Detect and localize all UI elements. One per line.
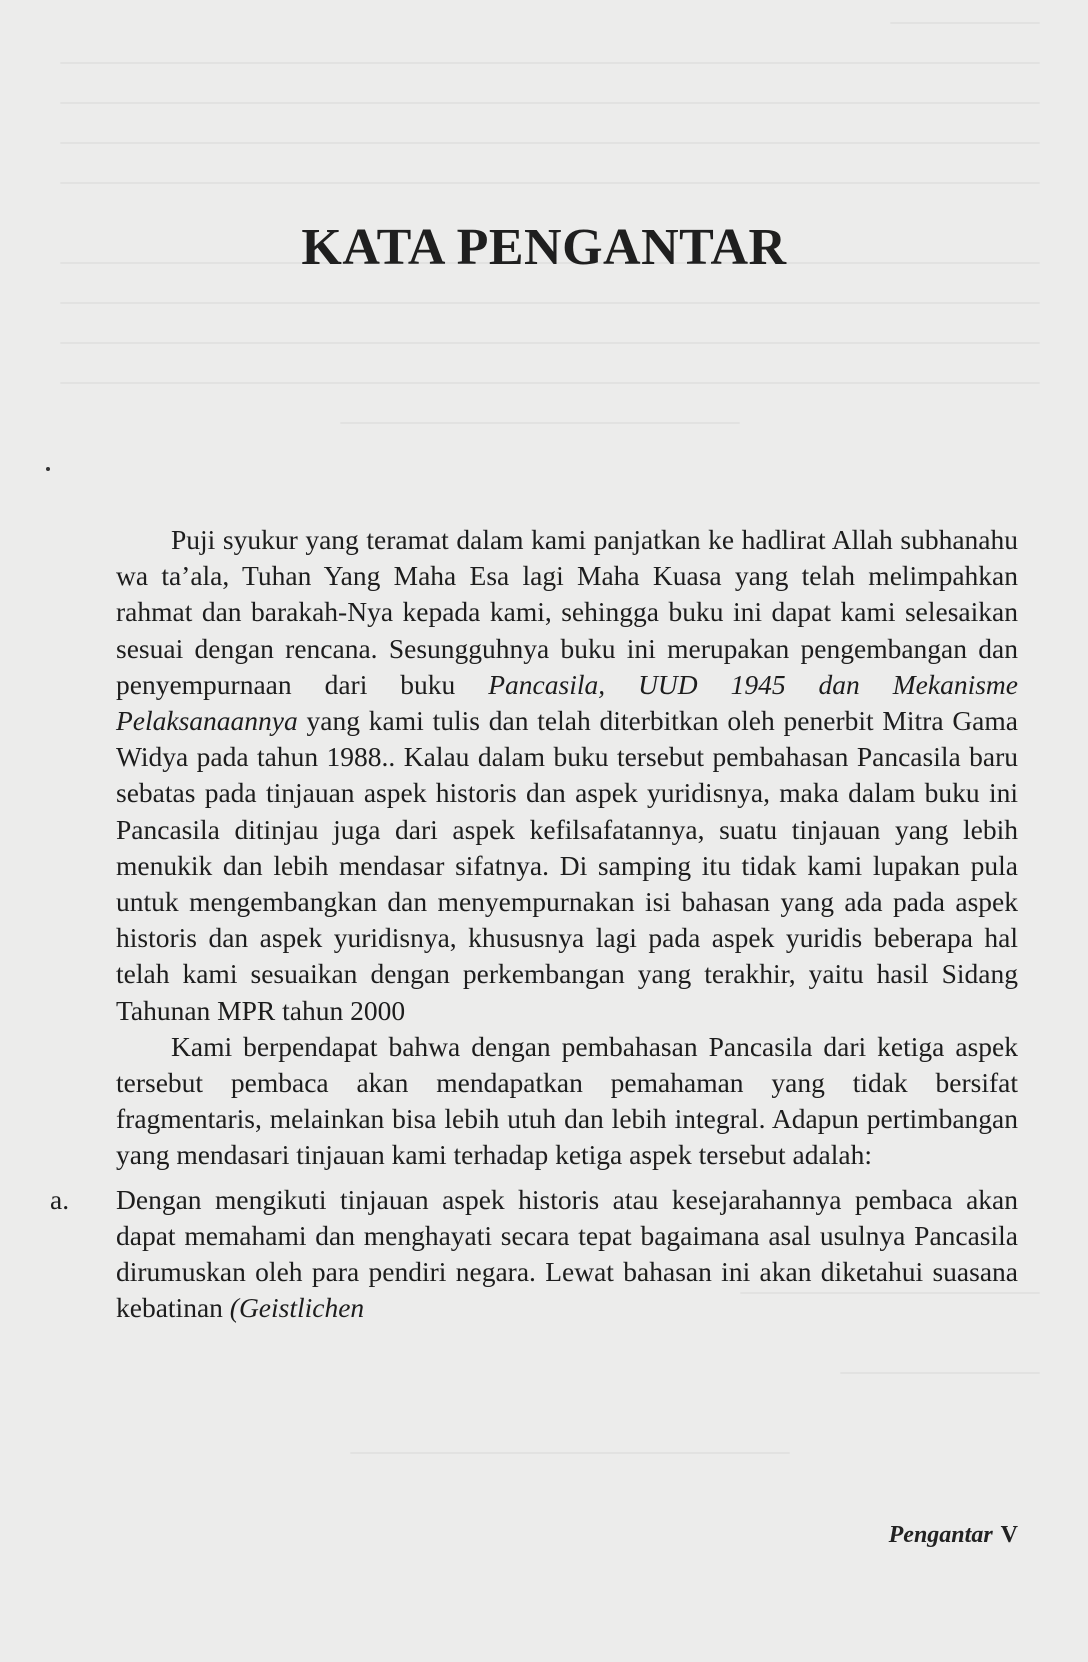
paragraph-2: Kami berpendapat bahwa dengan pembahasan Pancasila dari ketiga aspek tersebut pembaca akan mendapatkan pemahaman yang tidak bersifat fragmentaris, melainkan bisa lebih utuh dan lebih integral. Adapun pertimbangan yang mendasari tinjauan kami terhadap ketiga aspek tersebut adalah: <box>116 1030 1018 1171</box>
page-footer <box>889 1522 1018 1549</box>
book-title: Pancasila, UUD 1945 dan Mekanisme Pelaksanaannya <box>116 668 1018 737</box>
body-text <box>50 522 1018 1326</box>
paragraph-1-part-1: Puji syukur yang teramat dalam kami panjatkan ke hadlirat Allah subhanahu wa ta’ala, Tuhan Yang Maha Esa lagi Maha Kuasa yang telah melimpahkan rahmat dan barakah-Nya kepada kami, sehingga buku ini dapat kami selesaikan sesuai dengan rencana. Sesungguhnya buku ini merupakan pengembangan dan penyempurnaan dari buku <box>116 524 1018 700</box>
speck <box>46 467 50 471</box>
list-marker-a: a. <box>50 1183 70 1215</box>
paragraph-1-part-2: yang kami tulis dan telah diterbitkan oleh penerbit Mitra Gama Widya pada tahun 1988.. Kalau dalam buku tersebut pembahasan Pancasila baru sebatas pada tinjauan aspek historis dan aspek yuridisnya, maka dalam buku ini Pancasila ditinjau juga dari aspek kefilsafatannya, suatu tinjauan yang lebih menukik dan lebih mendasar sifatnya. Di samping itu tidak kami lupakan pula untuk mengembangkan dan menyempurnakan isi bahasan yang ada pada aspek historis dan aspek yuridisnya, khususnya lagi pada aspek yuridis beberapa hal telah kami sesuaikan dengan perkembangan yang terakhir, yaitu hasil Sidang Tahunan MPR tahun 2000 <box>116 705 1018 1026</box>
footer-label: Pengantar <box>888 1522 993 1548</box>
list-item-a <box>50 1182 1018 1327</box>
list-item-a-text: Dengan mengikuti tinjauan aspek historis atau kesejarahannya pembaca akan dapat memahami dan menghayati secara tepat bagaimana asal usulnya Pancasila dirumuskan oleh para pendiri negara. Lewat bahasan ini akan diketahui suasana kebatinan <box>116 1183 1018 1324</box>
page-title: KATA PENGANTAR <box>301 219 787 276</box>
paragraph-1 <box>116 522 1018 1029</box>
page-number: V <box>1000 1522 1018 1548</box>
list-item-a-italic: (Geistlichen <box>229 1292 365 1324</box>
